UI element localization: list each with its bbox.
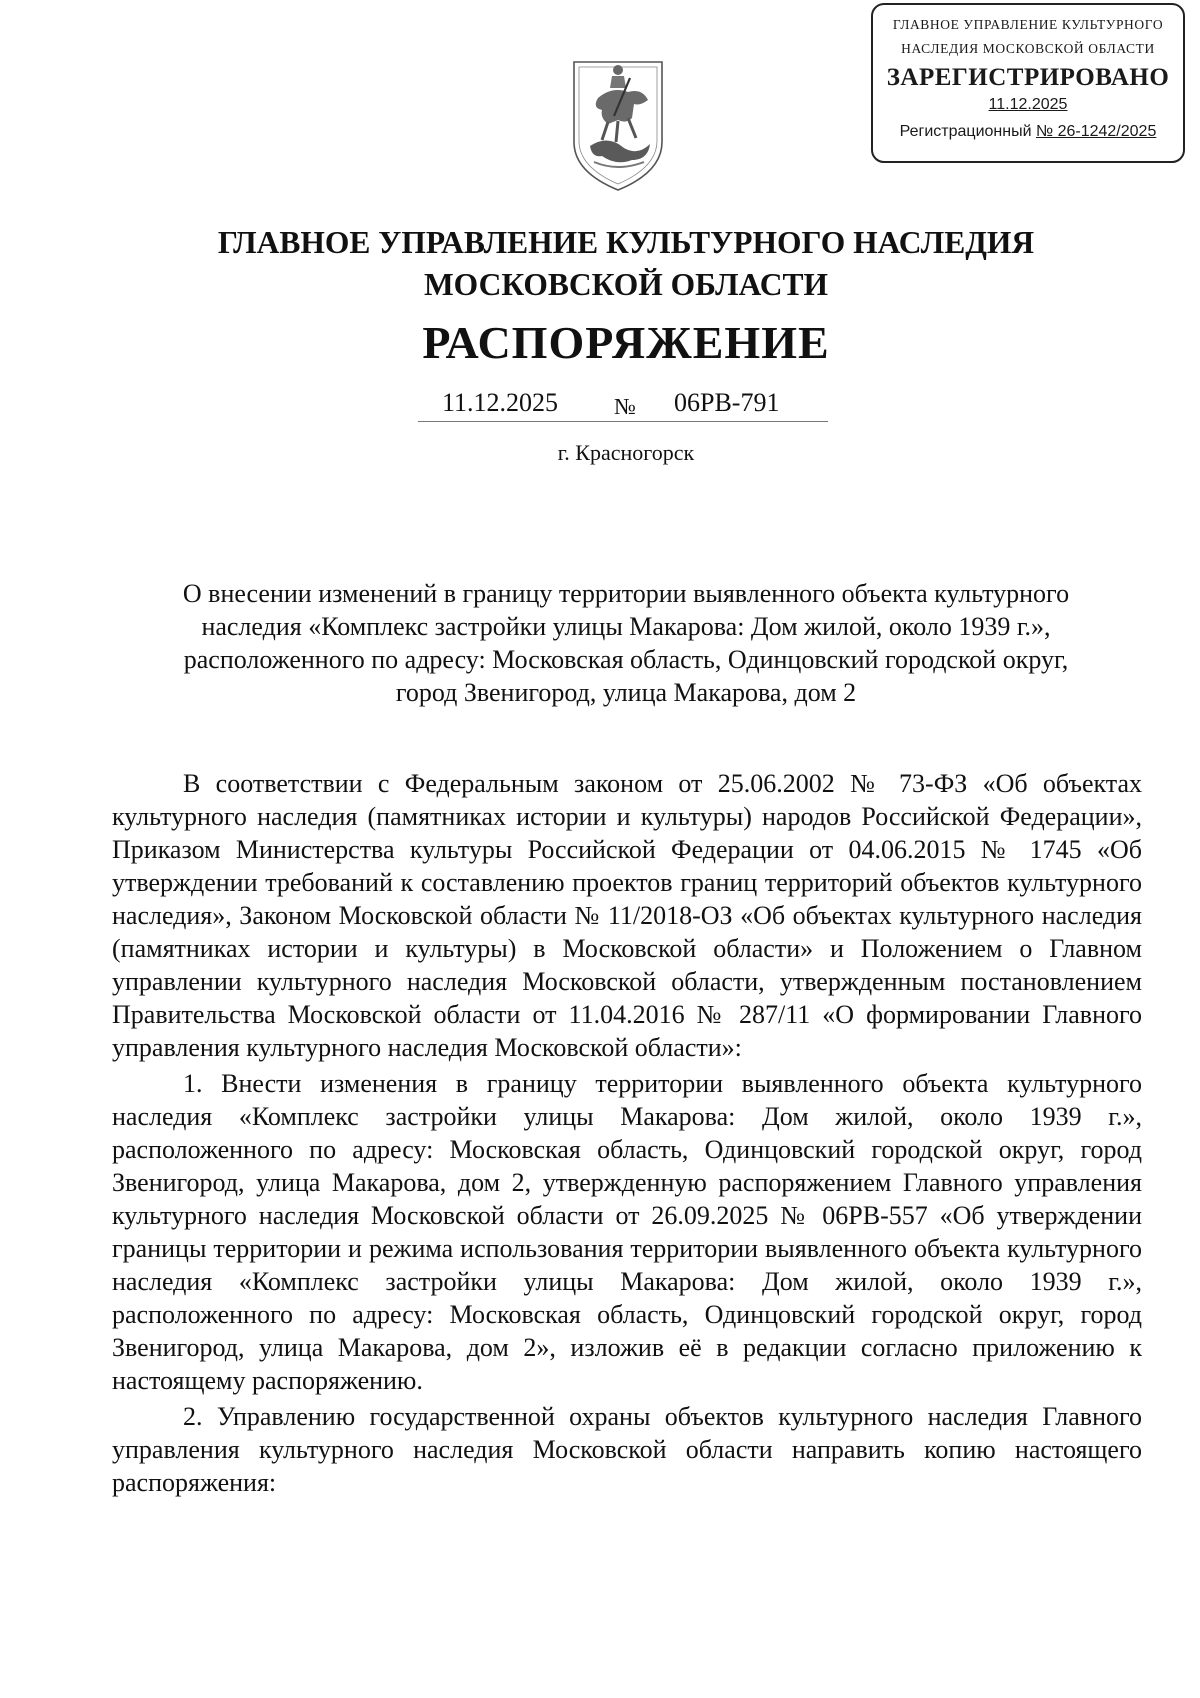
moscow-oblast-coat-of-arms-icon — [568, 58, 668, 194]
registration-stamp — [871, 3, 1185, 163]
subject-line-2: наследия «Комплекс застройки улицы Макарова: Дом жилой, около 1939 г.», — [201, 612, 1051, 641]
document-type: РАСПОРЯЖЕНИЕ — [422, 317, 830, 368]
stamp-organization — [873, 5, 1183, 61]
item-1-paragraph: 1. Внести изменения в границу территории выявленного объекта культурного наследия «Комплекс застройки улицы Макарова: Дом жилой, около 1939 г.», расположенного по адресу: Московская область, Одинцовский городской округ, город Звенигород, улица Макарова, дом 2, утвержденную распоряжением Главного управления культурного наследия Московской области от 26.09.2025 № 06РВ-557 «Об утверждении границы территории и режима использования территории выявленного объекта культурного наследия «Комплекс застройки улицы Макарова: Дом жилой, около 1939 г.», расположенного по адресу: Московская область, Одинцовский городской округ, город Звенигород, улица Макарова, дом 2», изложив её в редакции согласно приложению к настоящему распоряжению. — [112, 1069, 1142, 1395]
registration-underline — [418, 421, 828, 422]
stamp-date: 11.12.2025 — [988, 96, 1068, 113]
number-sign: № — [614, 394, 636, 419]
document-number: 06РВ-791 — [674, 388, 780, 417]
organization-title — [100, 222, 1152, 306]
document-date: 11.12.2025 — [442, 388, 559, 417]
stamp-reg-number: № 26-1242/2025 — [1035, 123, 1157, 140]
subject-line-1: О внесении изменений в границу территории выявленного объекта культурного — [182, 579, 1070, 608]
document-registration-line — [418, 388, 828, 424]
stamp-reg-label: Регистрационный — [899, 123, 1032, 140]
document-subject — [120, 577, 1132, 709]
org-title-line-1: ГЛАВНОЕ УПРАВЛЕНИЕ КУЛЬТУРНОГО НАСЛЕДИЯ — [217, 225, 1035, 260]
subject-line-3: расположенного по адресу: Московская область, Одинцовский городской округ, — [183, 645, 1069, 674]
stamp-registration-number — [873, 123, 1183, 141]
stamp-org-line-2: НАСЛЕДИЯ МОСКОВСКОЙ ОБЛАСТИ — [901, 41, 1155, 56]
document-city: г. Красногорск — [557, 440, 695, 465]
preamble-paragraph: В соответствии с Федеральным законом от 25.06.2002 № 73-ФЗ «Об объектах культурного наследия (памятниках истории и культуры) народов Российской Федерации», Приказом Министерства культуры Российской Федерации от 04.06.2015 № 1745 «Об утверждении требований к составлению проектов границ территорий объектов культурного наследия», Законом Московской области № 11/2018-ОЗ «Об объектах культурного наследия (памятниках истории и культуры) в Московской области» и Положением о Главном управлении культурного наследия Московской области, утвержденным постановлением Правительства Московской области от 11.04.2016 № 287/11 «О формировании Главного управления культурного наследия Московской области»: — [112, 769, 1142, 1062]
subject-line-4: город Звенигород, улица Макарова, дом 2 — [395, 678, 857, 707]
item-2-paragraph: 2. Управлению государственной охраны объектов культурного наследия Главного управления культурного наследия Московской области направить копию настоящего распоряжения: — [112, 1402, 1142, 1497]
stamp-status: ЗАРЕГИСТРИРОВАНО — [886, 64, 1170, 91]
stamp-org-line-1: ГЛАВНОЕ УПРАВЛЕНИЕ КУЛЬТУРНОГО — [892, 17, 1164, 32]
org-title-line-2: МОСКОВСКОЙ ОБЛАСТИ — [423, 267, 829, 302]
document-body — [112, 767, 1142, 1499]
